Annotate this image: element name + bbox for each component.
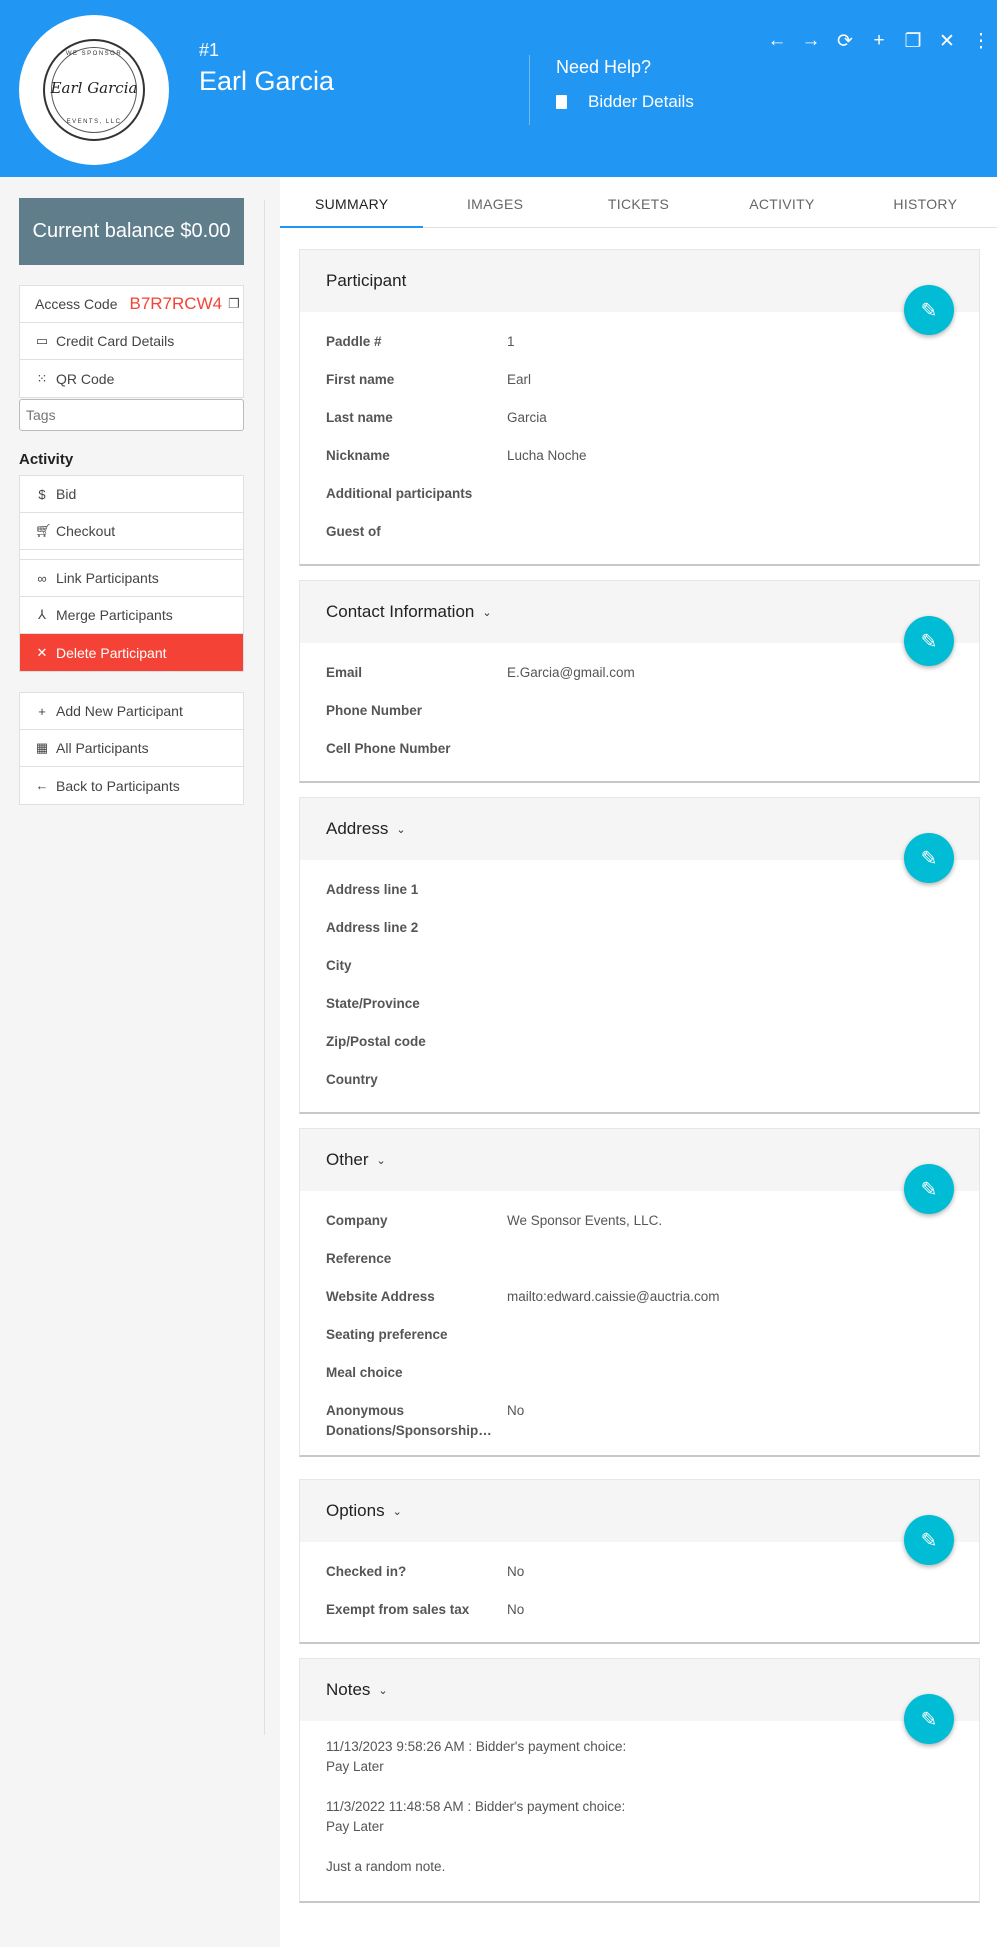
arrow-right-icon[interactable]: → [801,30,821,51]
pencil-icon: ✎ [920,1529,938,1552]
field-label: Website Address [326,1289,435,1304]
edit-notes-button[interactable] [904,1694,954,1744]
logo-signature: Earl Garcia [50,79,138,97]
book-icon [556,95,567,109]
cart-icon: 🛒︎ [35,523,52,538]
pencil-icon: ✎ [920,1178,938,1201]
close-icon[interactable]: ✕ [939,30,955,52]
field-row [300,691,979,729]
organization-logo [19,15,169,165]
edit-options-button[interactable] [904,1515,954,1565]
participant-name: Earl Garcia [199,66,335,96]
tab-bar [280,180,997,228]
field-row [300,512,979,550]
field-label: Address line 2 [326,920,419,935]
edit-contact-button[interactable] [904,616,954,666]
address-card [299,797,980,1114]
header-divider [529,55,530,125]
grid-icon: ▦ [35,740,49,755]
field-row [300,1552,979,1590]
pencil-icon: ✎ [920,847,938,870]
field-label: Additional participants [326,486,473,501]
field-row [300,1353,979,1391]
back-to-participants-label: Back to Participants [56,777,180,794]
header [0,0,997,177]
field-row [300,1590,979,1628]
field-value: No [507,1403,525,1418]
refresh-icon[interactable]: ⟳ [837,30,853,52]
field-value: No [507,1602,525,1617]
chevron-down-icon: ⌄ [392,1505,402,1518]
tab-activity[interactable]: ACTIVITY [749,195,815,212]
sidebar-item-back-to-participants[interactable] [20,767,243,804]
field-label: Email [326,665,363,680]
field-label: Guest of [326,524,381,539]
participant-card-title: Participant [326,271,407,290]
tab-summary[interactable]: SUMMARY [280,180,423,227]
chevron-down-icon: ⌄ [396,823,406,836]
field-row [300,322,979,360]
field-row [300,1239,979,1277]
link-participants-label: Link Participants [56,570,159,586]
help-link-bidder-details[interactable] [556,92,694,112]
tab-images[interactable]: IMAGES [466,195,524,212]
field-row [300,946,979,984]
notes-card-title: Notes [326,1680,371,1699]
pencil-icon: ✎ [920,630,938,653]
sidebar-spacer [20,550,243,560]
delete-participant-label: Delete Participant [56,644,167,661]
field-value: E.Garcia@gmail.com [507,665,635,680]
copy-icon[interactable]: ❐ [228,296,240,311]
link-icon: ∞ [37,570,47,586]
credit-card-label: Credit Card Details [56,333,175,349]
current-balance: Current balance $0.00 [19,198,244,265]
sidebar-item-link-participants[interactable] [20,560,243,597]
participant-number: #1 [199,40,220,60]
field-label: Cell Phone Number [326,741,451,756]
tab-history[interactable]: HISTORY [893,195,958,212]
sidebar-navigation-group [19,692,244,805]
contact-card-title: Contact Information [326,602,475,621]
tab-tickets[interactable]: TICKETS [607,195,670,212]
field-label: Nickname [326,448,390,463]
chevron-down-icon: ⌄ [376,1154,386,1167]
add-new-participant-label: Add New Participant [56,703,183,719]
other-card-header[interactable] [300,1129,979,1191]
options-card-header[interactable] [300,1480,979,1542]
arrow-left-icon: ← [35,778,49,793]
field-label: Zip/Postal code [326,1034,426,1049]
other-card [299,1128,980,1457]
note-item: 11/3/2022 11:48:58 AM : Bidder's payment choice: Pay Later [326,1799,626,1834]
note-item: 11/13/2023 9:58:26 AM : Bidder's payment choice: Pay Later [326,1739,627,1774]
pencil-icon: ✎ [920,1708,938,1731]
field-value: Earl [507,372,532,387]
field-label: State/Province [326,996,420,1011]
field-label: Last name [326,410,393,425]
sidebar-item-bid[interactable] [20,476,243,513]
field-label: Phone Number [326,703,423,718]
access-code-row [20,286,243,323]
field-label: Company [326,1213,388,1228]
sidebar-account-group [19,285,244,398]
merge-participants-label: Merge Participants [56,607,173,623]
field-value: No [507,1564,525,1579]
access-code-label: Access Code [35,296,118,312]
field-label: Address line 1 [326,882,419,897]
options-card [299,1479,980,1644]
edit-other-button[interactable] [904,1164,954,1214]
field-row [300,908,979,946]
arrow-left-icon[interactable]: ← [767,30,787,51]
activity-heading: Activity [19,451,74,468]
field-row [300,474,979,512]
credit-card-icon: ▭ [35,333,49,348]
sidebar-item-all-participants[interactable] [20,730,243,767]
plus-icon: + [38,703,46,719]
sidebar-item-qr-code[interactable] [20,360,243,397]
sidebar-item-checkout[interactable] [20,513,243,550]
bid-label: Bid [56,486,77,502]
field-row [300,729,979,767]
header-toolbar [760,28,997,54]
field-label: Checked in? [326,1564,407,1579]
note-item: Just a random note. [326,1859,446,1874]
all-participants-label: All Participants [56,740,149,756]
field-row [300,1060,979,1098]
address-card-header[interactable] [300,798,979,860]
participant-card-header [300,250,979,312]
participant-card [299,249,980,566]
qr-code-label: QR Code [56,370,115,387]
access-code-value: B7R7RCW4 [129,294,223,313]
logo-text-bottom: EVENTS, LLC [66,119,122,125]
checkout-label: Checkout [56,523,116,539]
field-row [300,1022,979,1060]
merge-icon: ⅄ [38,607,46,622]
field-label: City [326,958,352,973]
edit-address-button[interactable] [904,833,954,883]
field-label: First name [326,372,395,387]
more-vert-icon[interactable]: ⋮ [971,30,991,52]
pencil-icon: ✎ [920,299,938,322]
field-label: Seating preference [326,1327,448,1342]
website-address-value[interactable]: mailto:edward.caissie@auctria.com [507,1289,720,1304]
field-label: Meal choice [326,1365,403,1380]
sidebar-activity-group [19,475,244,672]
options-card-title: Options [326,1501,385,1520]
chevron-down-icon: ⌄ [378,1684,388,1697]
contact-card-header[interactable] [300,581,979,643]
field-label: Paddle # [326,334,382,349]
field-label: Anonymous Donations/Sponsorship… [326,1403,492,1438]
delete-participant-button[interactable] [20,634,243,671]
field-label: Reference [326,1251,392,1266]
field-row [300,360,979,398]
field-value: Lucha Noche [507,448,587,463]
help-title: Need Help? [556,57,652,77]
other-card-title: Other [326,1150,369,1169]
field-row [300,436,979,474]
copy-icon[interactable]: ❐ [904,30,922,52]
dollar-icon: $ [38,486,46,502]
tags-input[interactable] [19,399,244,431]
field-label: Exempt from sales tax [326,1602,470,1617]
close-icon: ✕ [36,644,48,660]
field-row [300,1201,979,1239]
contact-information-card [299,580,980,783]
sidebar-divider [264,200,265,1735]
field-row [300,398,979,436]
field-row [300,870,979,908]
field-row [300,653,979,691]
field-value: We Sponsor Events, LLC. [507,1213,663,1228]
notes-card-header[interactable] [300,1659,979,1721]
sidebar-item-credit-card[interactable] [20,323,243,360]
help-link-label: Bidder Details [588,92,694,111]
field-row [300,1315,979,1353]
plus-icon[interactable]: + [873,30,885,51]
field-value: Garcia [507,410,547,425]
qr-code-icon: ⁙ [36,370,48,386]
logo-text-top: WE SPONSOR [65,51,123,57]
field-row [300,1277,979,1315]
field-value: 1 [507,334,515,349]
address-card-title: Address [326,819,389,838]
chevron-down-icon: ⌄ [482,606,492,619]
field-row [300,984,979,1022]
edit-participant-button[interactable] [904,285,954,335]
sidebar [0,177,280,1947]
sidebar-item-add-new-participant[interactable] [20,693,243,730]
field-row [300,1391,979,1441]
field-label: Country [326,1072,378,1087]
notes-card [299,1658,980,1903]
sidebar-item-merge-participants[interactable] [20,597,243,634]
